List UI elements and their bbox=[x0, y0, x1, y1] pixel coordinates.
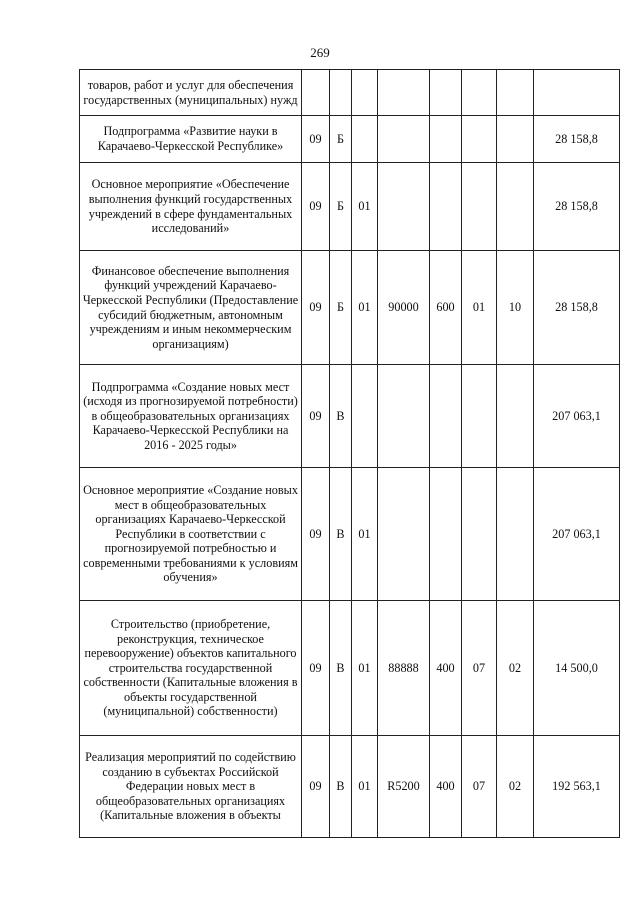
subprogram-code-cell: Б bbox=[330, 116, 352, 163]
amount-cell: 28 158,8 bbox=[534, 251, 620, 365]
table-row bbox=[80, 116, 620, 163]
subprogram-code-cell: В bbox=[330, 365, 352, 468]
expense-type-cell bbox=[430, 116, 462, 163]
page-number: 269 bbox=[310, 45, 330, 60]
table-row bbox=[80, 163, 620, 251]
amount-cell: 207 063,1 bbox=[534, 468, 620, 601]
row-name-cell: Основное мероприятие «Обеспечение выполнения функций государственных учреждений в сфере фундаментальных исследований» bbox=[80, 163, 302, 251]
program-code-cell bbox=[302, 70, 330, 116]
direction-code-cell bbox=[378, 163, 430, 251]
expense-type-cell bbox=[430, 365, 462, 468]
subsection-cell bbox=[497, 365, 534, 468]
subprogram-code-cell: Б bbox=[330, 163, 352, 251]
program-code-cell: 09 bbox=[302, 468, 330, 601]
subsection-cell: 10 bbox=[497, 251, 534, 365]
row-name-cell: Подпрограмма «Развитие науки в Карачаево-Черкесской Республике» bbox=[80, 116, 302, 163]
section-cell: 07 bbox=[462, 736, 497, 838]
subprogram-code-cell bbox=[330, 70, 352, 116]
direction-code-cell: 88888 bbox=[378, 601, 430, 736]
section-cell bbox=[462, 468, 497, 601]
expense-type-cell bbox=[430, 468, 462, 601]
program-code-cell: 09 bbox=[302, 365, 330, 468]
direction-code-cell: 90000 bbox=[378, 251, 430, 365]
subprogram-code-cell: В bbox=[330, 736, 352, 838]
table-row bbox=[80, 365, 620, 468]
expense-type-cell: 400 bbox=[430, 601, 462, 736]
event-code-cell bbox=[352, 116, 378, 163]
amount-cell: 207 063,1 bbox=[534, 365, 620, 468]
expense-type-cell bbox=[430, 163, 462, 251]
table-row bbox=[80, 601, 620, 736]
amount-cell: 28 158,8 bbox=[534, 116, 620, 163]
event-code-cell: 01 bbox=[352, 468, 378, 601]
program-code-cell: 09 bbox=[302, 116, 330, 163]
direction-code-cell bbox=[378, 468, 430, 601]
section-cell bbox=[462, 163, 497, 251]
table-row bbox=[80, 736, 620, 838]
row-name-cell: товаров, работ и услуг для обеспечения государственных (муниципальных) нужд bbox=[80, 70, 302, 116]
row-name-cell: Основное мероприятие «Создание новых мест в общеобразовательных организациях Карачаево-Черкесской Республики в соответствии с прогнозируемой потребностью и современными требованиями к условиям обучения» bbox=[80, 468, 302, 601]
program-code-cell: 09 bbox=[302, 163, 330, 251]
section-cell bbox=[462, 70, 497, 116]
event-code-cell: 01 bbox=[352, 251, 378, 365]
subsection-cell bbox=[497, 468, 534, 601]
table-row bbox=[80, 70, 620, 116]
section-cell bbox=[462, 365, 497, 468]
row-name-cell: Подпрограмма «Создание новых мест (исходя из прогнозируемой потребности) в общеобразовательных организациях Карачаево-Черкесской Республики на 2016 - 2025 годы» bbox=[80, 365, 302, 468]
subsection-cell bbox=[497, 116, 534, 163]
event-code-cell: 01 bbox=[352, 163, 378, 251]
direction-code-cell: R5200 bbox=[378, 736, 430, 838]
subsection-cell: 02 bbox=[497, 601, 534, 736]
direction-code-cell bbox=[378, 116, 430, 163]
event-code-cell: 01 bbox=[352, 736, 378, 838]
section-cell: 01 bbox=[462, 251, 497, 365]
section-cell: 07 bbox=[462, 601, 497, 736]
event-code-cell bbox=[352, 365, 378, 468]
direction-code-cell bbox=[378, 70, 430, 116]
subprogram-code-cell: В bbox=[330, 468, 352, 601]
amount-cell bbox=[534, 70, 620, 116]
subsection-cell: 02 bbox=[497, 736, 534, 838]
event-code-cell bbox=[352, 70, 378, 116]
section-cell bbox=[462, 116, 497, 163]
amount-cell: 28 158,8 bbox=[534, 163, 620, 251]
row-name-cell: Финансовое обеспечение выполнения функций учреждений Карачаево-Черкесской Республики (Предоставление субсидий бюджетным, автономным учреждениям и иным некоммерческим организациям) bbox=[80, 251, 302, 365]
program-code-cell: 09 bbox=[302, 251, 330, 365]
expense-type-cell: 400 bbox=[430, 736, 462, 838]
direction-code-cell bbox=[378, 365, 430, 468]
row-name-cell: Реализация мероприятий по содействию созданию в субъектах Российской Федерации новых мест в общеобразовательных организациях (Капитальные вложения в объекты bbox=[80, 736, 302, 838]
amount-cell: 14 500,0 bbox=[534, 601, 620, 736]
table-row bbox=[80, 251, 620, 365]
row-name-cell: Строительство (приобретение, реконструкция, техническое перевооружение) объектов капитального строительства государственной собственности (Капитальные вложения в объекты государственной (муниципальной) собственности) bbox=[80, 601, 302, 736]
budget-table bbox=[79, 69, 620, 838]
subprogram-code-cell: Б bbox=[330, 251, 352, 365]
subprogram-code-cell: В bbox=[330, 601, 352, 736]
table-row bbox=[80, 468, 620, 601]
subsection-cell bbox=[497, 163, 534, 251]
program-code-cell: 09 bbox=[302, 736, 330, 838]
expense-type-cell: 600 bbox=[430, 251, 462, 365]
event-code-cell: 01 bbox=[352, 601, 378, 736]
program-code-cell: 09 bbox=[302, 601, 330, 736]
expense-type-cell bbox=[430, 70, 462, 116]
amount-cell: 192 563,1 bbox=[534, 736, 620, 838]
subsection-cell bbox=[497, 70, 534, 116]
